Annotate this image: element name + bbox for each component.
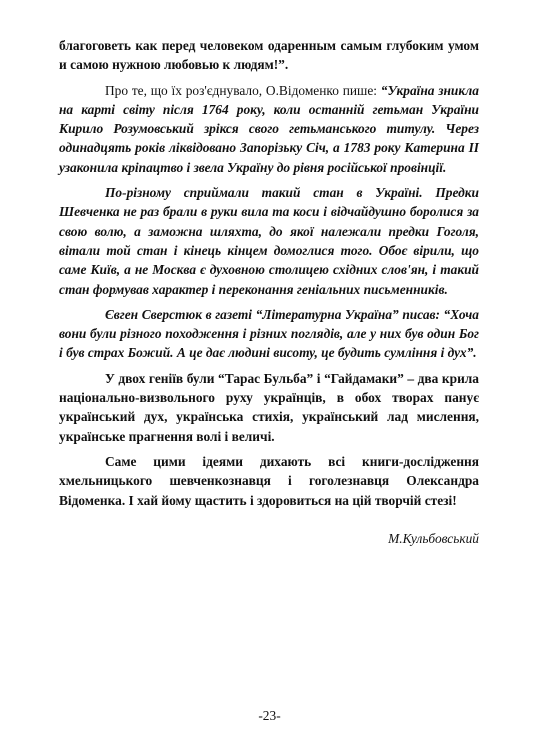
document-body	[59, 36, 479, 548]
paragraph-perception: По-різному сприймали такий стан в Україні. Предки Шевченка не раз брали в руки вила та коси і відчайдушно боролися за свою волю, а заможна шляхта, до якої належали предки Гоголя, вітали той стан і кінець кінцем домоглися того. Обоє вірили, що саме Київ, а не Москва є духовною столицею східних слов'ян, і такий стан формував характер і переконання геніальних письменників.	[59, 185, 479, 297]
paragraph-vidomenko-quote	[59, 81, 479, 177]
quote-text: “Україна зникла на карті світу після 1764 року, коли останній гетьман України Кирило Розумовський зрікся свого гетьманського титулу. Через одинадцять років ліквідовано Запорізьку Січ, а 1783 року Катерина II узаконила кріпацтво і звела Україну до рівня російської провінції.	[59, 82, 479, 175]
author-signature: М.Кульбовський	[388, 530, 479, 546]
paragraph-continuation: благоговеть как перед человеком одаренным самым глубоким умом и самою нужною любовью к людям!”.	[59, 38, 479, 73]
paragraph-sverstiuk: Євген Сверстюк в газеті “Літературна Україна” писав: “Хоча вони були різного походження і різних поглядів, але у них був один Бог і був страх Божий. А це дає людині висоту, це будить сумління і дух”.	[59, 306, 479, 361]
paragraph-conclusion: Саме цими ідеями дихають всі книги-дослідження хмельницького шевченкознавця і гоголезнавця Олександра Відоменка. І хай йому щастить і здоровиться на цій творчій стезі!	[59, 453, 479, 508]
paragraph-lead: Про те, що їх роз'єднувало, О.Відоменко пише:	[105, 82, 381, 98]
paragraph-two-geniuses: У двох геніїв були “Тарас Бульба” і “Гайдамаки” – два крила національно-визвольного руху українців, в обох творах панує український дух, українська стихія, український лад мислення, українське прагнення волі і величі.	[59, 370, 479, 444]
page-number: -23-	[258, 708, 281, 723]
